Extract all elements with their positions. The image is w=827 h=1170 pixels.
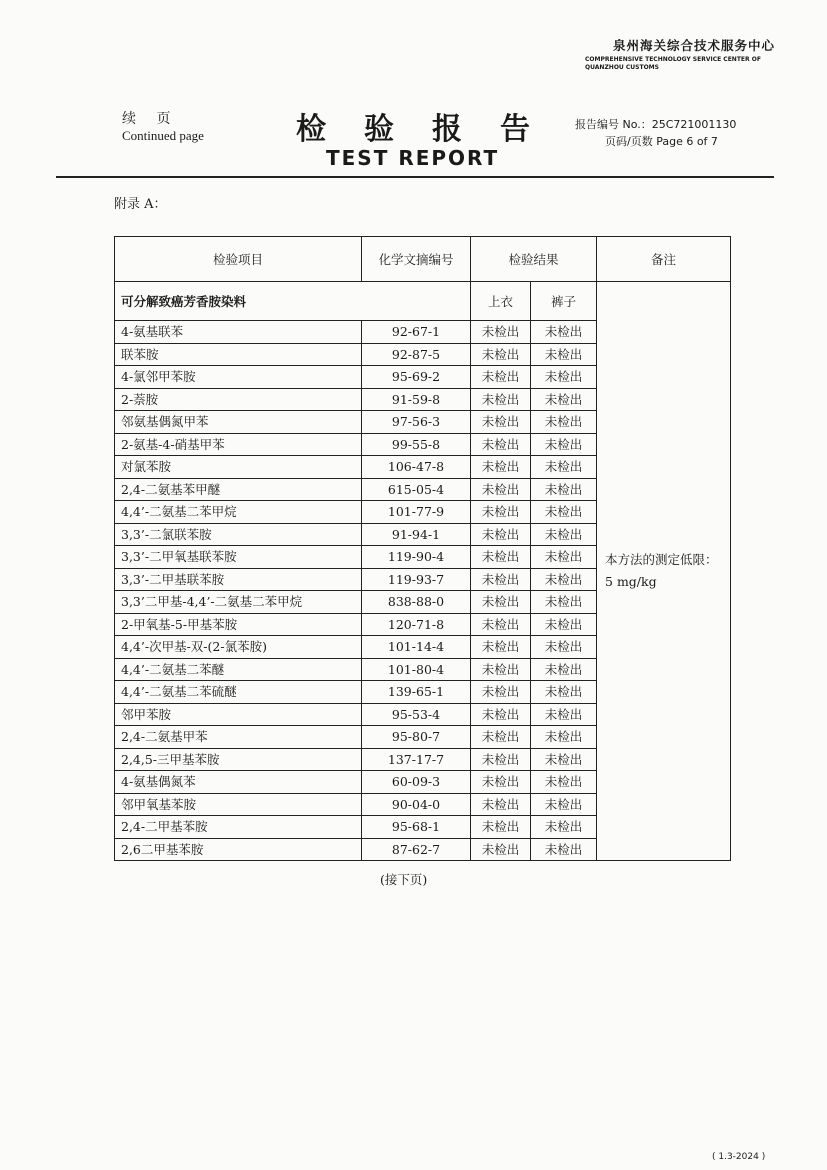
organization-name-en-line1: COMPREHENSIVE TECHNOLOGY SERVICE CENTER OF	[585, 56, 761, 63]
result-pants: 未检出	[531, 703, 597, 726]
group-header-row	[115, 282, 731, 321]
result-pants: 未检出	[531, 321, 597, 344]
cas-number: 106-47-8	[362, 456, 471, 479]
substance-name: 3,3’-二甲氧基联苯胺	[115, 546, 362, 569]
continued-page-cn: 续 页	[122, 111, 179, 127]
substance-name: 3,3’二甲基-4,4’-二氨基二苯甲烷	[115, 591, 362, 614]
result-pants: 未检出	[531, 748, 597, 771]
result-pants: 未检出	[531, 591, 597, 614]
substance-name: 4-氯邻甲苯胺	[115, 366, 362, 389]
cas-number: 101-14-4	[362, 636, 471, 659]
substance-name: 2,4-二氨基甲苯	[115, 726, 362, 749]
substance-name: 2,4-二氨基苯甲醚	[115, 478, 362, 501]
result-top: 未检出	[471, 433, 531, 456]
result-top: 未检出	[471, 546, 531, 569]
cas-number: 97-56-3	[362, 411, 471, 434]
result-top: 未检出	[471, 613, 531, 636]
result-pants: 未检出	[531, 816, 597, 839]
cas-number: 95-53-4	[362, 703, 471, 726]
result-top: 未检出	[471, 456, 531, 479]
result-top: 未检出	[471, 726, 531, 749]
substance-name: 3,3’-二氯联苯胺	[115, 523, 362, 546]
result-pants: 未检出	[531, 456, 597, 479]
header-remark: 备注	[597, 237, 731, 282]
appendix-label: 附录 A：	[114, 197, 167, 212]
result-top: 未检出	[471, 748, 531, 771]
cas-number: 87-62-7	[362, 838, 471, 861]
result-top: 未检出	[471, 568, 531, 591]
substance-name: 2-甲氧基-5-甲基苯胺	[115, 613, 362, 636]
result-top: 未检出	[471, 501, 531, 524]
continued-page-en: Continued page	[122, 128, 204, 143]
result-top: 未检出	[471, 681, 531, 704]
cas-number: 92-67-1	[362, 321, 471, 344]
header-test-item: 检验项目	[115, 237, 362, 282]
result-pants: 未检出	[531, 771, 597, 794]
header-cas-number: 化学文摘编号	[362, 237, 471, 282]
result-top: 未检出	[471, 793, 531, 816]
subheader-pants: 裤子	[531, 282, 597, 321]
organization-name-en-line2: QUANZHOU CUSTOMS	[585, 64, 659, 71]
continued-next-page: (接下页)	[380, 872, 428, 887]
result-top: 未检出	[471, 838, 531, 861]
cas-number: 91-59-8	[362, 388, 471, 411]
result-pants: 未检出	[531, 501, 597, 524]
remark-cell: 本方法的测定低限：5 mg/kg	[597, 282, 731, 861]
cas-number: 120-71-8	[362, 613, 471, 636]
result-pants: 未检出	[531, 523, 597, 546]
substance-name: 2,4,5-三甲基苯胺	[115, 748, 362, 771]
substance-name: 4,4’-二氨基二苯硫醚	[115, 681, 362, 704]
substance-name: 邻氨基偶氮甲苯	[115, 411, 362, 434]
cas-number: 119-90-4	[362, 546, 471, 569]
organization-name-cn: 泉州海关综合技术服务中心	[612, 38, 775, 53]
substance-name: 4,4’-次甲基-双-(2-氯苯胺)	[115, 636, 362, 659]
substance-name: 2-氨基-4-硝基甲苯	[115, 433, 362, 456]
report-title-cn: 检验报告	[296, 112, 568, 147]
subheader-top: 上衣	[471, 282, 531, 321]
result-pants: 未检出	[531, 478, 597, 501]
result-pants: 未检出	[531, 433, 597, 456]
result-top: 未检出	[471, 658, 531, 681]
cas-number: 60-09-3	[362, 771, 471, 794]
result-pants: 未检出	[531, 568, 597, 591]
substance-name: 联苯胺	[115, 343, 362, 366]
substance-name: 2-萘胺	[115, 388, 362, 411]
substance-name: 4-氨基联苯	[115, 321, 362, 344]
result-pants: 未检出	[531, 366, 597, 389]
substance-name: 2,4-二甲基苯胺	[115, 816, 362, 839]
result-pants: 未检出	[531, 838, 597, 861]
substance-name: 对氯苯胺	[115, 456, 362, 479]
substance-name: 邻甲苯胺	[115, 703, 362, 726]
substance-name: 3,3’-二甲基联苯胺	[115, 568, 362, 591]
report-number: 报告编号 No.：25C721001130	[575, 118, 737, 131]
result-top: 未检出	[471, 816, 531, 839]
header-test-result: 检验结果	[471, 237, 597, 282]
result-top: 未检出	[471, 591, 531, 614]
test-results-table	[114, 236, 731, 861]
cas-number: 101-77-9	[362, 501, 471, 524]
result-pants: 未检出	[531, 681, 597, 704]
cas-number: 119-93-7	[362, 568, 471, 591]
cas-number: 92-87-5	[362, 343, 471, 366]
table-header-row	[115, 237, 731, 282]
form-code: ( 1.3-2024 )	[712, 1152, 766, 1162]
result-top: 未检出	[471, 366, 531, 389]
result-pants: 未检出	[531, 343, 597, 366]
substance-name: 4,4’-二氨基二苯甲烷	[115, 501, 362, 524]
result-top: 未检出	[471, 411, 531, 434]
result-top: 未检出	[471, 703, 531, 726]
page-number: 页码/页数 Page 6 of 7	[605, 135, 718, 148]
cas-number: 139-65-1	[362, 681, 471, 704]
substance-name: 邻甲氧基苯胺	[115, 793, 362, 816]
result-pants: 未检出	[531, 546, 597, 569]
cas-number: 91-94-1	[362, 523, 471, 546]
cas-number: 95-68-1	[362, 816, 471, 839]
result-pants: 未检出	[531, 658, 597, 681]
cas-number: 95-80-7	[362, 726, 471, 749]
cas-number: 101-80-4	[362, 658, 471, 681]
group-label: 可分解致癌芳香胺染料	[115, 282, 471, 321]
cas-number: 99-55-8	[362, 433, 471, 456]
header-divider	[56, 176, 774, 178]
cas-number: 838-88-0	[362, 591, 471, 614]
organization-name-en	[585, 56, 775, 72]
result-pants: 未检出	[531, 636, 597, 659]
result-top: 未检出	[471, 321, 531, 344]
substance-name: 4,4’-二氨基二苯醚	[115, 658, 362, 681]
result-top: 未检出	[471, 523, 531, 546]
result-top: 未检出	[471, 478, 531, 501]
result-pants: 未检出	[531, 613, 597, 636]
result-pants: 未检出	[531, 726, 597, 749]
cas-number: 90-04-0	[362, 793, 471, 816]
result-pants: 未检出	[531, 388, 597, 411]
result-top: 未检出	[471, 636, 531, 659]
result-pants: 未检出	[531, 411, 597, 434]
report-title-en: TEST REPORT	[326, 146, 500, 170]
substance-name: 2,6二甲基苯胺	[115, 838, 362, 861]
result-top: 未检出	[471, 771, 531, 794]
cas-number: 137-17-7	[362, 748, 471, 771]
result-top: 未检出	[471, 388, 531, 411]
result-top: 未检出	[471, 343, 531, 366]
cas-number: 615-05-4	[362, 478, 471, 501]
cas-number: 95-69-2	[362, 366, 471, 389]
result-pants: 未检出	[531, 793, 597, 816]
substance-name: 4-氨基偶氮苯	[115, 771, 362, 794]
